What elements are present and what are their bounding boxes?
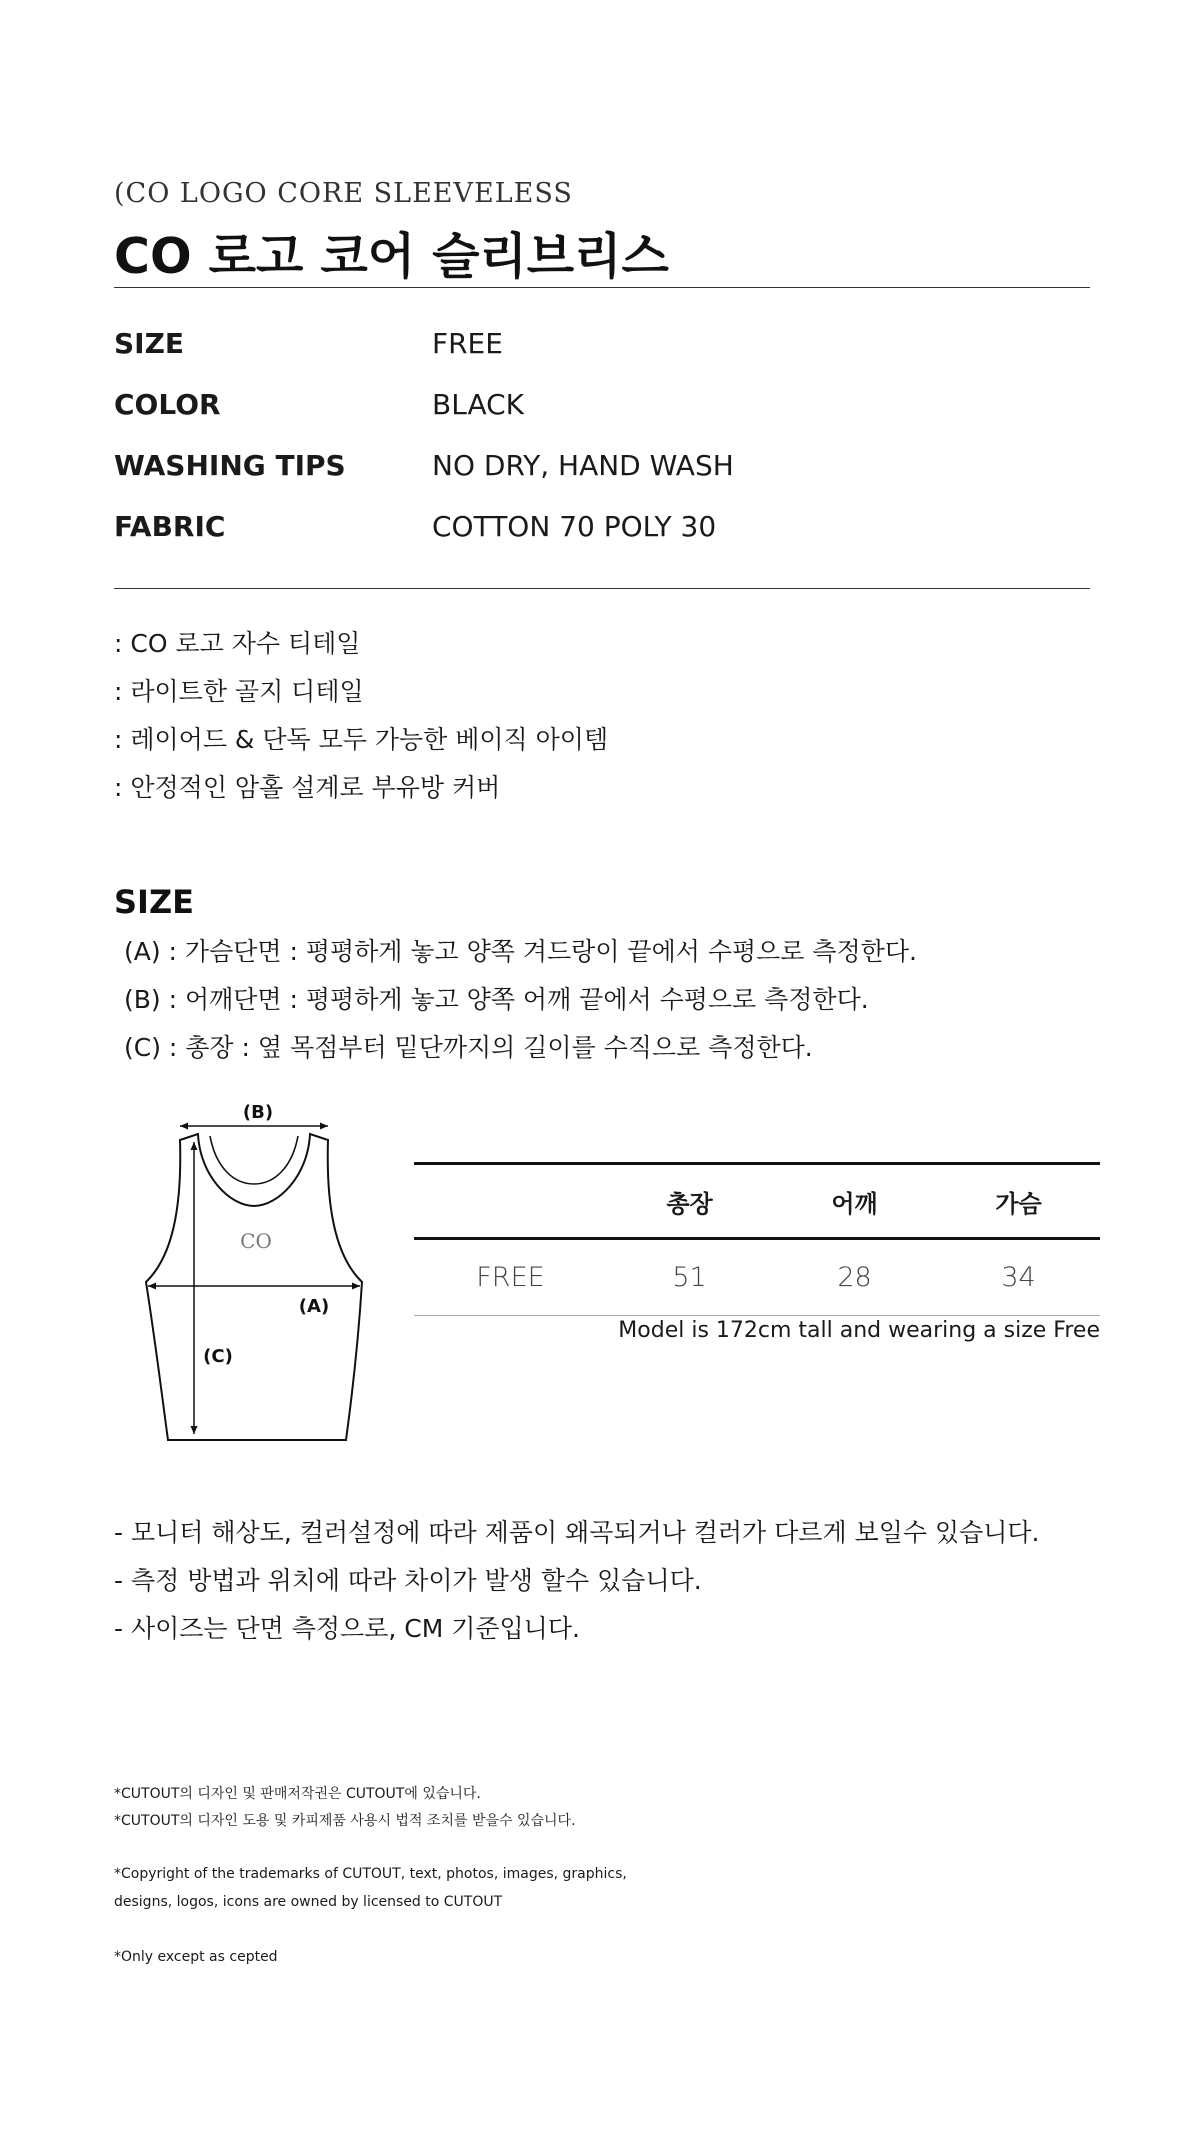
sleeveless-diagram bbox=[130, 1096, 390, 1456]
table-row bbox=[414, 1240, 1100, 1316]
spec-value-color: BLACK bbox=[432, 388, 525, 421]
table-cell: FREE bbox=[476, 1262, 545, 1293]
diagram-label-a: (A) bbox=[298, 1296, 330, 1317]
product-title: CO 로고 코어 슬리브리스 bbox=[114, 228, 669, 285]
size-table bbox=[414, 1162, 1100, 1316]
footer-copyright-en: *Copyright of the trademarks of CUTOUT, text, photos, images, graphics, bbox=[114, 1866, 627, 1882]
footer-copyright-ko: *CUTOUT의 디자인 및 판매저작권은 CUTOUT에 있습니다. bbox=[114, 1786, 481, 1802]
garment-outline bbox=[146, 1134, 362, 1440]
notice-item: - 측정 방법과 위치에 따라 차이가 발생 할수 있습니다. bbox=[114, 1566, 702, 1595]
spec-label-color: COLOR bbox=[114, 388, 221, 421]
size-table-header bbox=[414, 1162, 1100, 1240]
spec-value-washing: NO DRY, HAND WASH bbox=[432, 449, 734, 482]
footer-legal-ko: *CUTOUT의 디자인 도용 및 카피제품 사용시 법적 조치를 받을수 있습니다. bbox=[114, 1813, 576, 1829]
spec-value-size: FREE bbox=[432, 327, 503, 360]
diagram-label-c: (C) bbox=[203, 1346, 233, 1367]
spec-label-washing: WASHING TIPS bbox=[114, 449, 346, 482]
footer-exception: *Only except as cepted bbox=[114, 1949, 278, 1965]
notice-item: - 사이즈는 단면 측정으로, CM 기준입니다. bbox=[114, 1614, 580, 1643]
size-desc-b: (B) : 어깨단면 : 평평하게 놓고 양쪽 어깨 끝에서 수평으로 측정한다. bbox=[124, 985, 869, 1014]
specs-divider bbox=[114, 588, 1090, 589]
spec-label-fabric: FABRIC bbox=[114, 510, 226, 543]
table-cell: 51 bbox=[672, 1262, 707, 1293]
model-note: Model is 172cm tall and wearing a size Free bbox=[618, 1318, 1100, 1343]
neckline-inner bbox=[210, 1136, 298, 1184]
feature-item: : 레이어드 & 단독 모두 가능한 베이직 아이템 bbox=[114, 725, 609, 754]
feature-item: : 라이트한 골지 디테일 bbox=[114, 677, 364, 706]
size-heading: SIZE bbox=[114, 883, 195, 921]
table-header-cell: 가슴 bbox=[995, 1189, 1042, 1218]
table-cell: 34 bbox=[1001, 1262, 1036, 1293]
spec-label-size: SIZE bbox=[114, 327, 185, 360]
diagram-label-b: (B) bbox=[242, 1102, 274, 1123]
size-desc-c: (C) : 총장 : 옆 목점부터 밑단까지의 길이를 수직으로 측정한다. bbox=[124, 1033, 813, 1062]
spec-value-fabric: COTTON 70 POLY 30 bbox=[432, 510, 717, 543]
footer-copyright-en-cont: designs, logos, icons are owned by licensed to CUTOUT bbox=[114, 1894, 503, 1910]
table-header-cell: 어깨 bbox=[831, 1189, 878, 1218]
size-desc-a: (A) : 가슴단면 : 평평하게 놓고 양쪽 겨드랑이 끝에서 수평으로 측정한다. bbox=[124, 937, 917, 966]
feature-item: : 안정적인 암홀 설계로 부유방 커버 bbox=[114, 773, 501, 802]
feature-item: : CO 로고 자수 티테일 bbox=[114, 629, 361, 658]
diagram-logo: CO bbox=[240, 1229, 272, 1253]
table-cell: 28 bbox=[837, 1262, 872, 1293]
notice-item: - 모니터 해상도, 컬러설정에 따라 제품이 왜곡되거나 컬러가 다르게 보일수 있습니다. bbox=[114, 1518, 1040, 1547]
header-divider bbox=[114, 287, 1090, 288]
product-subtitle-en: (CO LOGO CORE SLEEVELESS bbox=[114, 178, 573, 209]
table-header-cell: 총장 bbox=[666, 1189, 713, 1218]
